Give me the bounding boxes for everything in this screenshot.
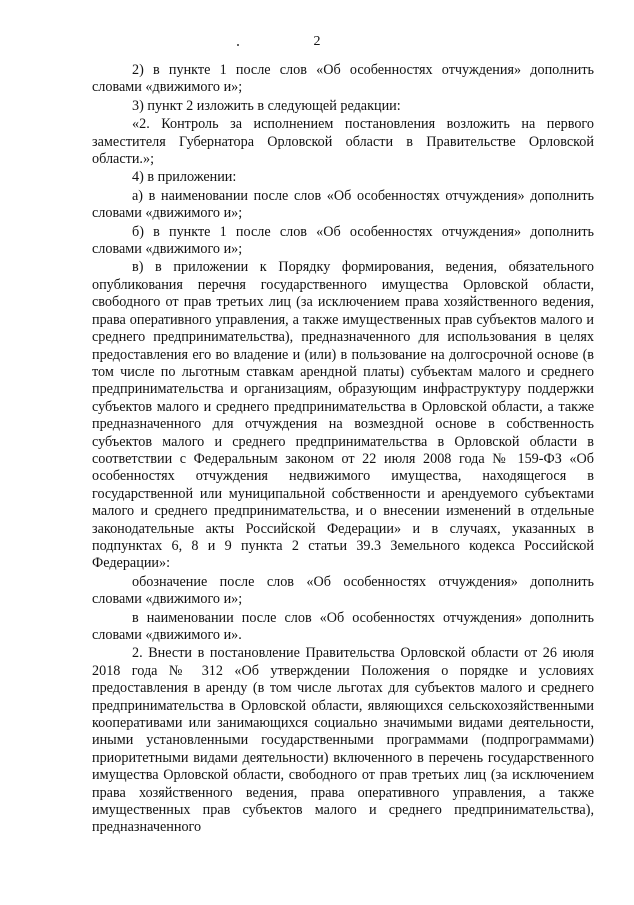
page-number: 2: [313, 34, 321, 49]
paragraph-designation: обозначение после слов «Об особенностях отчуждения» дополнить словами «движимого и»;: [92, 573, 594, 608]
paragraph-new-section-2: «2. Контроль за исполнением постановления возложить на первого заместителя Губернатора Орловской области в Правительстве Орловской области.»;: [92, 116, 594, 168]
paragraph-section-2: 2. Внести в постановление Правительства Орловской области от 26 июля 2018 года № 312 «Об утверждении Положения о порядке и условиях предоставления в аренду (в том числе льготах для субъектов малого и среднего предпринимательства в Орловской области, являющихся сельскохозяйственными кооперативами или занимающихся социально значимыми видами деятельности, иными установленными государственными программами (подпрограммами) приоритетными видами деятельности) включенного в перечень государственного имущества Орловской области, свободного от прав третьих лиц (за исключением права хозяйственного ведения, права оперативного управления, а также имущественных прав субъектов малого и среднего предпринимательства), предназначенного: [92, 645, 594, 836]
scan-dot: [237, 44, 239, 46]
paragraph-subitem-b: б) в пункте 1 после слов «Об особенностях отчуждения» дополнить словами «движимого и»;: [92, 223, 594, 258]
paragraph-item-4: 4) в приложении:: [132, 169, 237, 186]
paragraph-subitem-a: а) в наименовании после слов «Об особенностях отчуждения» дополнить словами «движимого и»;: [92, 187, 594, 222]
paragraph-item-2: 2) в пункте 1 после слов «Об особенностях отчуждения» дополнить словами «движимого и»;: [92, 62, 594, 96]
paragraph-subitem-v: в) в приложении к Порядку формирования, ведения, обязательного опубликования перечня государственного имущества Орловской области, свободного от прав третьих лиц (за исключением права хозяйственного ведения, права оперативного управления, а также имущественных прав субъектов малого и среднего предпринимательства), предназначенного для использования в целях предоставления его во владение и (или) в пользование на долгосрочной основе (в том числе по льготным ставкам арендной платы) субъектам малого и среднего предпринимательства и организациям, образующим инфраструктуру поддержки субъектов малого и среднего предпринимательства в Орловской области, а также предназначенного для отчуждения на возмездной основе в собственность субъектов малого и среднего предпринимательства в Орловской области в соответствии с Федеральным законом от 22 июля 2008 года № 159-ФЗ «Об особенностях отчуждения недвижимого имущества, находящегося в государственной или муниципальной собственности и арендуемого субъектами малого и среднего предпринимательства, и о внесении изменений в отдельные законодательные акты Российской Федерации» и в случаях, указанных в подпунктах 6, 8 и 9 пункта 2 статьи 39.3 Земельного кодекса Российской Федерации»:: [92, 259, 594, 572]
document-body: [92, 62, 594, 838]
paragraph-title-change: в наименовании после слов «Об особенностях отчуждения» дополнить словами «движимого и».: [92, 609, 594, 643]
paragraph-item-3: 3) пункт 2 изложить в следующей редакции:: [132, 97, 401, 114]
